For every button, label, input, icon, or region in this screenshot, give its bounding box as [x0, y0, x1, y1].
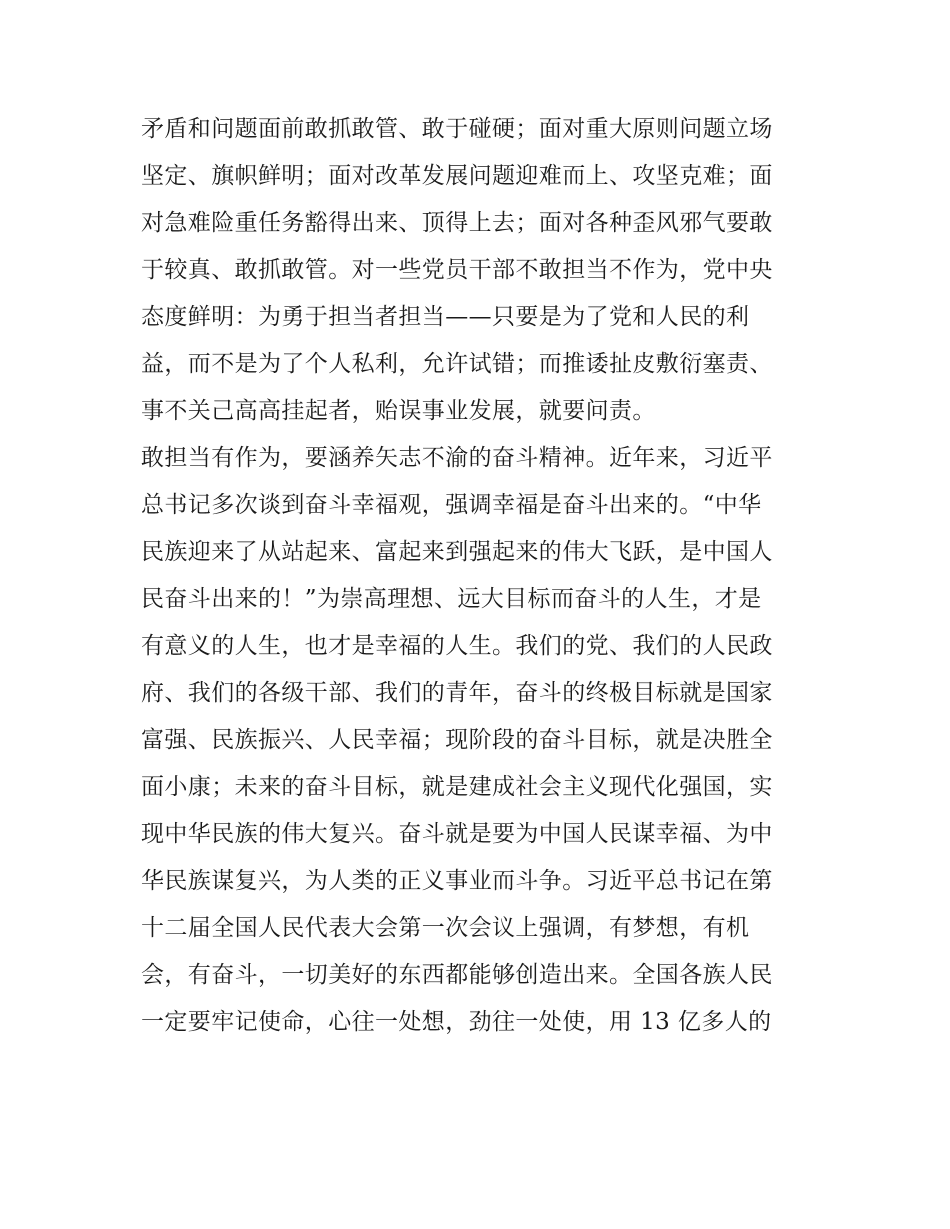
text-line: 面小康；未来的奋斗目标，就是建成社会主义现代化强国，实: [141, 774, 773, 800]
text-line: 对急难险重任务豁得出来、顶得上去；面对各种歪风邪气要敢: [141, 210, 773, 236]
text-line: 华民族谋复兴，为人类的正义事业而斗争。习近平总书记在第: [141, 868, 773, 894]
text-line: 现中华民族的伟大复兴。奋斗就是要为中国人民谋幸福、为中: [141, 821, 773, 847]
text-line: 府、我们的各级干部、我们的青年，奋斗的终极目标就是国家: [141, 680, 773, 706]
text-line: 富强、民族振兴、人民幸福；现阶段的奋斗目标，就是决胜全: [141, 727, 773, 753]
body-text: [141, 106, 831, 1046]
text-line: 民族迎来了从站起来、富起来到强起来的伟大飞跃，是中国人: [141, 539, 773, 565]
text-line: 事不关己高高挂起者，贻误事业发展，就要问责。: [141, 398, 656, 424]
text-line: 敢担当有作为，要涵养矢志不渝的奋斗精神。近年来，习近平: [141, 445, 773, 471]
text-line: 益，而不是为了个人私利，允许试错；而推诿扯皮敷衍塞责、: [141, 351, 773, 377]
text-line: 会，有奋斗，一切美好的东西都能够创造出来。全国各族人民: [141, 962, 773, 988]
text-line: 态度鲜明：为勇于担当者担当——只要是为了党和人民的利: [141, 304, 750, 330]
text-line: 有意义的人生，也才是幸福的人生。我们的党、我们的人民政: [141, 633, 773, 659]
text-line: 坚定、旗帜鲜明；面对改革发展问题迎难而上、攻坚克难；面: [141, 163, 773, 189]
text-line: 一定要牢记使命，心往一处想，劲往一处使，用 13 亿多人的: [141, 1009, 772, 1035]
text-line: 矛盾和问题面前敢抓敢管、敢于碰硬；面对重大原则问题立场: [141, 116, 773, 142]
text-line: 于较真、敢抓敢管。对一些党员干部不敢担当不作为，党中央: [141, 257, 773, 283]
text-line: 总书记多次谈到奋斗幸福观，强调幸福是奋斗出来的。“中华: [141, 492, 762, 518]
text-line: 十二届全国人民代表大会第一次会议上强调，有梦想，有机: [141, 915, 750, 941]
text-line: 民奋斗出来的！”为崇高理想、远大目标而奋斗的人生，才是: [141, 586, 762, 612]
